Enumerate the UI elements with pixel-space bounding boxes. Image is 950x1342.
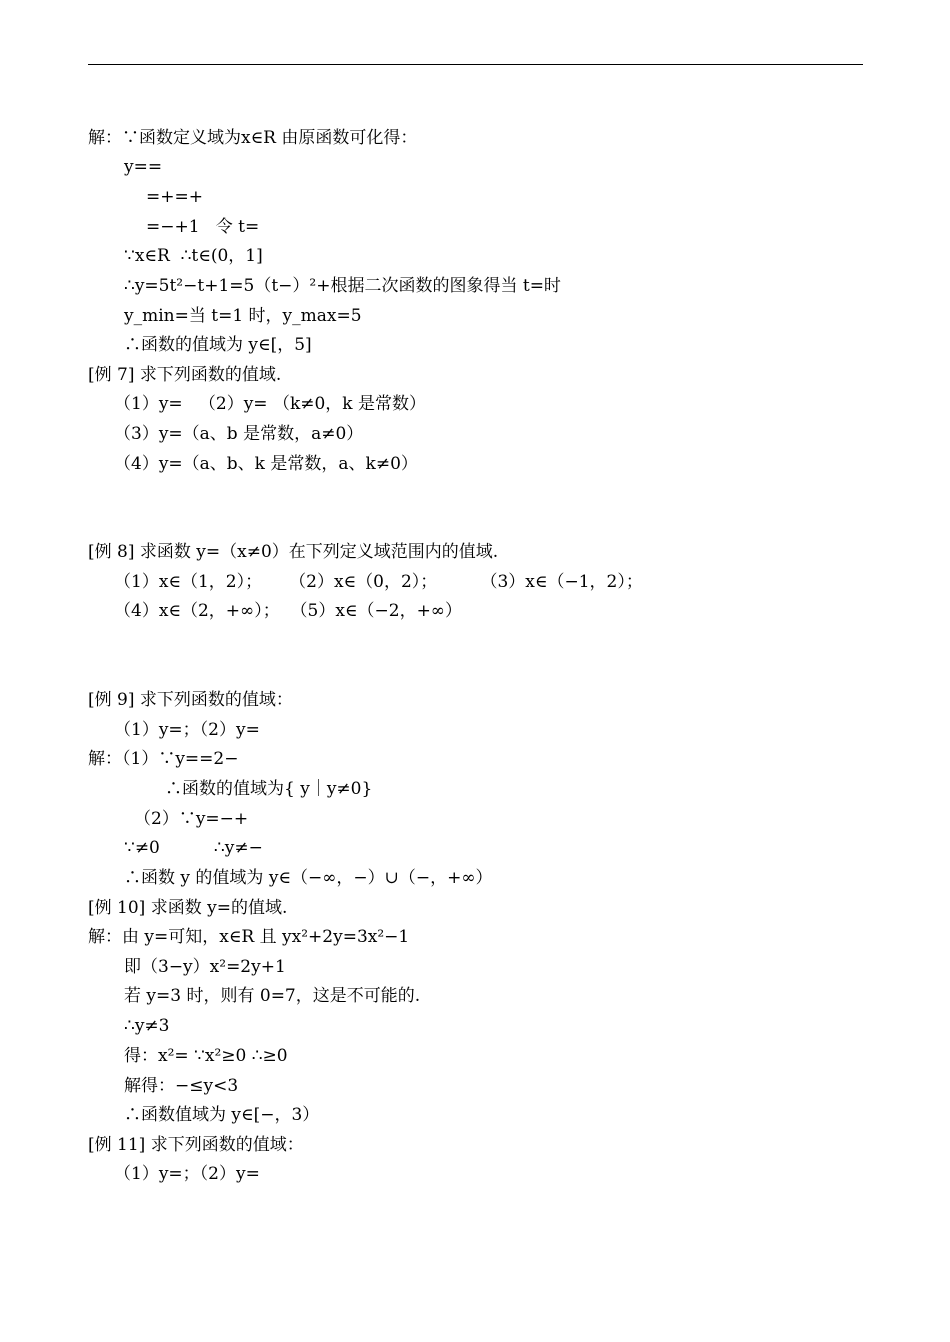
text-line: （1）y=；（2）y=	[114, 1164, 260, 1184]
text-line: （4）x∈（2，+∞）； （5）x∈（−2，+∞）	[114, 601, 462, 621]
text-line: ∵≠0 ∴y≠−	[124, 838, 263, 858]
text-line: [例 11] 求下列函数的值域：	[88, 1135, 304, 1155]
text-line: （4）y=（a、b、k 是常数，a、k≠0）	[114, 454, 418, 474]
text-line: =−+1 令 t=	[146, 217, 260, 237]
text-line: ∴函数 y 的值域为 y∈（−∞，−）∪（−，+∞）	[124, 868, 493, 888]
text-line: 解：∵函数定义域为x∈R 由原函数可化得：	[88, 128, 418, 148]
text-line: 解：（1）∵y==2−	[88, 749, 239, 769]
text-line: =+=+	[146, 187, 203, 207]
text-line: 解：由 y=可知，x∈R 且 yx²+2y=3x²−1	[88, 927, 410, 947]
text-line: （1）y=；（2）y=	[114, 720, 260, 740]
text-line: y==	[124, 157, 163, 177]
text-line: [例 7] 求下列函数的值域.	[88, 365, 282, 385]
text-line: [例 9] 求下列函数的值域：	[88, 690, 293, 710]
text-line: 得：x²= ∵x²≥0 ∴≥0	[124, 1046, 288, 1066]
text-line: （1）x∈（1，2）； （2）x∈（0，2）； （3）x∈（−1，2）；	[114, 572, 643, 592]
text-line: ∵x∈R ∴t∈(0，1]	[124, 246, 263, 266]
text-line: ∴y=5t²−t+1=5（t−）²+根据二次函数的图象得当 t=时	[124, 276, 561, 296]
text-line: y_min=当 t=1 时，y_max=5	[124, 306, 362, 326]
text-line: ∴函数的值域为 y∈[，5]	[124, 335, 312, 355]
text-line: ∴函数值域为 y∈[−，3）	[124, 1105, 320, 1125]
text-line: （3）y=（a、b 是常数，a≠0）	[114, 424, 364, 444]
text-line: [例 8] 求函数 y=（x≠0）在下列定义域范围内的值域.	[88, 542, 499, 562]
text-line: ∴函数的值域为{ y｜y≠0}	[165, 779, 373, 799]
text-line: 即（3−y）x²=2y+1	[124, 957, 286, 977]
text-line: 解得：−≤y<3	[124, 1076, 239, 1096]
text-line: 若 y=3 时，则有 0=7，这是不可能的.	[124, 986, 421, 1006]
text-line: （1）y= （2）y= （k≠0，k 是常数）	[114, 394, 427, 414]
text-line: （2）∵y=−+	[134, 809, 249, 829]
text-line: ∴y≠3	[124, 1016, 170, 1036]
text-line: [例 10] 求函数 y=的值域.	[88, 898, 288, 918]
